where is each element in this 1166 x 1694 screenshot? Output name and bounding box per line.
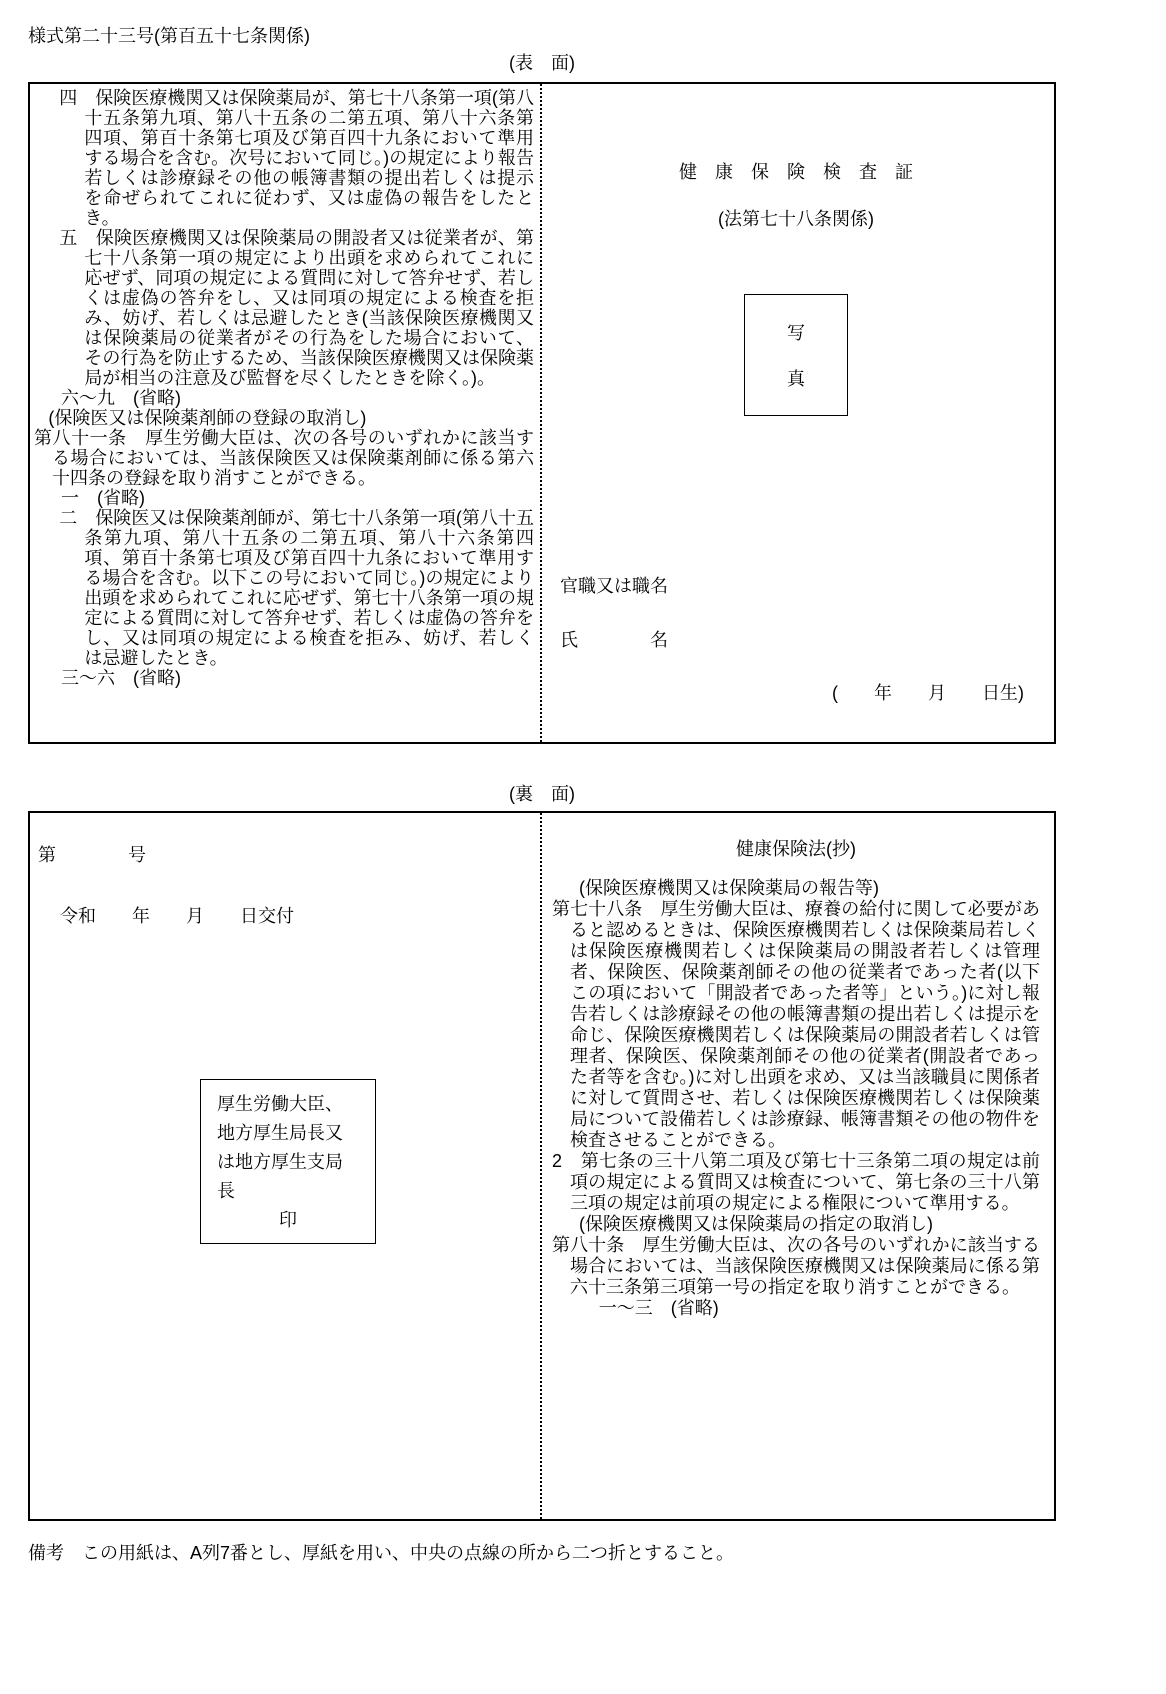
back-left-column: [30, 813, 542, 1519]
name-label: 氏 名: [560, 630, 668, 650]
photo-box: [744, 294, 848, 416]
law-excerpt-title: 健康保険法(抄): [736, 839, 856, 859]
back-right-column: [542, 813, 1054, 1519]
front-item-1-omitted: 一 (省略): [61, 488, 145, 508]
photo-label-2: 真: [787, 369, 805, 389]
issuer-text: 厚生労働大臣、地方厚生局長又は地方厚生支局長: [217, 1094, 343, 1201]
front-heading-deregistration: (保険医又は保険薬剤師の登録の取消し): [48, 408, 367, 428]
front-items-3-6-omitted: 三～六 (省略): [61, 668, 181, 688]
birthdate-label: ( 年 月 日生): [832, 683, 1024, 703]
certificate-number-line: 第 号: [38, 845, 146, 865]
front-side-label: (表 面): [509, 53, 575, 73]
issuer-box: [200, 1079, 376, 1244]
front-article-81: 第八十一条 厚生労働大臣は、次の各号のいずれかに該当する場合においては、当該保険医又は保険薬剤師に係る第六十四条の登録を取り消すことができる。: [34, 428, 534, 488]
back-heading-reports: (保険医療機関又は保険薬局の報告等): [579, 878, 879, 898]
front-clause-4: 四 保険医療機関又は保険薬局が、第七十八条第一項(第八十五条第九項、第八十五条の二第五項、第八十六条第四項、第百十条第七項及び第百四十九条において準用する場合を含む。次号において同じ。)の規定により報告若しくは診療録その他の帳簿書類の提出若しくは提示を命ぜられてこれに従わず、又は虚偽の報告をしたとき。: [59, 88, 534, 228]
front-box: [28, 82, 1056, 744]
back-article-80: 第八十条 厚生労働大臣は、次の各号のいずれかに該当する場合においては、当該保険医療機関又は保険薬局に係る第六十三条第三項第一号の指定を取り消すことができる。: [552, 1235, 1040, 1297]
certificate-law-reference: (法第七十八条関係): [718, 209, 874, 229]
front-clauses-6-9-omitted: 六～九 (省略): [61, 388, 181, 408]
back-article-78-para-2: 2 第七条の三十八第二項及び第七十三条第二項の規定は前項の規定による質問又は検査について、第七条の三十八第三項の規定は前項の規定による権限について準用する。: [552, 1151, 1040, 1213]
back-heading-revocation: (保険医療機関又は保険薬局の指定の取消し): [579, 1214, 933, 1234]
certificate-title: 健 康 保 険 検 査 証: [679, 162, 913, 182]
form-number: 様式第二十三号(第百五十七条関係): [28, 26, 310, 46]
photo-label-1: 写: [787, 323, 805, 343]
back-side-label: (裏 面): [509, 784, 575, 804]
seal-label: 印: [279, 1210, 297, 1230]
back-article-78: 第七十八条 厚生労働大臣は、療養の給付に関して必要があると認めるときは、保険医療機関若しくは保険薬局若しくは保険医療機関若しくは保険薬局の開設者若しくは管理者、保険医、保険薬剤師その他の従業者であった者(以下この項において「開設者であった者等」という。)に対し報告若しくは診療録その他の帳簿書類の提出若しくは提示を命じ、保険医療機関若しくは保険薬局の開設者若しくは管理者、保険医、保険薬剤師その他の従業者(開設者であった者等を含む。)に対し出頭を求め、又は当該職員に関係者に対して質問させ、若しくは保険医療機関若しくは保険薬局について設備若しくは診療録、帳簿書類その他の物件を検査させることができる。: [552, 899, 1040, 1150]
front-left-column: [30, 84, 542, 742]
front-item-2: 二 保険医又は保険薬剤師が、第七十八条第一項(第八十五条第九項、第八十五条の二第五項、第八十六条第四項、第百十条第七項及び第百四十九条において準用する場合を含む。以下この号において同じ。)の規定により出頭を求められてこれに応ぜず、第七十八条第一項の規定による質問に対して答弁せず、若しくは虚偽の答弁をし、又は同項の規定による検査を拒み、妨げ、若しくは忌避したとき。: [59, 508, 534, 668]
position-title-label: 官職又は職名: [560, 576, 668, 596]
remarks-note: 備考 この用紙は、A列7番とし、厚紙を用い、中央の点線の所から二つ折とすること。: [28, 1543, 735, 1563]
front-clause-5: 五 保険医療機関又は保険薬局の開設者又は従業者が、第七十八条第一項の規定により出頭を求められてこれに応ぜず、同項の規定による質問に対して答弁せず、若しくは虚偽の答弁をし、又は同項の規定による検査を拒み、妨げ、若しくは忌避したとき(当該保険医療機関又は保険薬局の従業者がその行為をした場合において、その行為を防止するため、当該保険医療機関又は保険薬局が相当の注意及び監督を尽くしたときを除く。)。: [59, 228, 534, 388]
issue-date-line: 令和 年 月 日交付: [60, 906, 294, 926]
front-right-column: [542, 84, 1054, 742]
back-items-1-3-omitted: 一～三 (省略): [598, 1298, 719, 1318]
back-box: [28, 811, 1056, 1521]
